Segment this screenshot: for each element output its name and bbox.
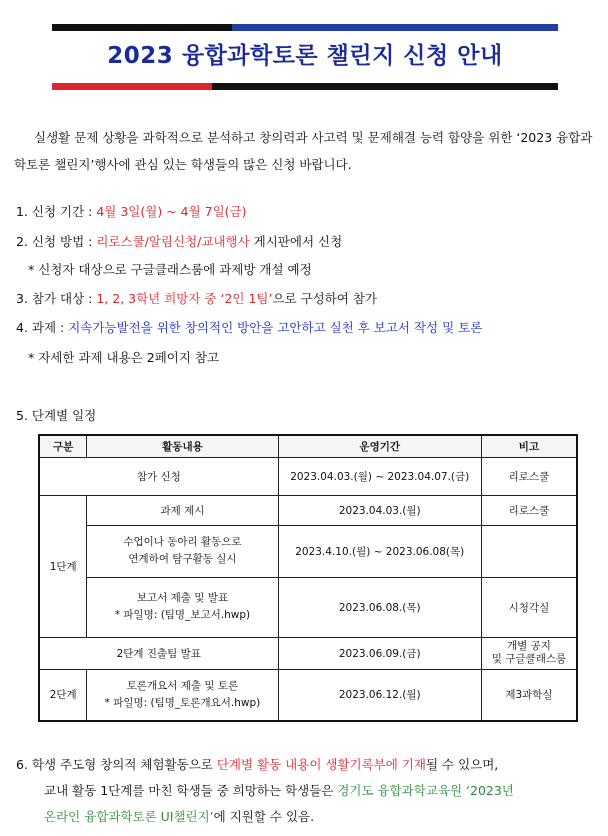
item3-label: 3. 참가 대상 : <box>16 291 97 306</box>
stage2-cell: 2단계 <box>39 669 87 721</box>
header-activity: 활동내용 <box>87 435 278 457</box>
row3-period: 2023.4.10.(월) ~ 2023.06.08(목) <box>278 525 481 577</box>
row4-activity: 보고서 제출 및 발표 * 파일명: (팀명_보고서.hwp) <box>87 577 278 637</box>
row5-period: 2023.06.09.(금) <box>278 637 481 669</box>
item1-value: 4월 3일(월) ~ 4월 7일(금) <box>96 204 247 219</box>
row3-activity: 수업이나 동아리 활동으로 연계하여 탐구활동 실시 <box>87 525 278 577</box>
row4-period: 2023.06.08.(목) <box>278 577 481 637</box>
row1-activity: 참가 신청 <box>39 457 278 495</box>
item5-label: 5. 단계별 일정 <box>16 408 97 423</box>
footer-line2-a: 교내 활동 1단계를 마친 학생들 중 희망하는 학생들은 <box>44 783 338 798</box>
item4-label: 4. 과제 : <box>16 320 69 335</box>
row2-activity: 과제 제시 <box>87 495 278 525</box>
schedule-table <box>38 434 578 722</box>
item4-note: * 자세한 과제 내용은 2페이지 참고 <box>28 350 220 365</box>
footer-line1-a: 6. 학생 주도형 창의적 체험활동으로 <box>16 757 217 772</box>
footer-note <box>16 752 596 830</box>
row4-note: 시청각실 <box>481 577 577 637</box>
row5-activity: 2단계 진출팀 발표 <box>39 637 278 669</box>
table-row <box>39 637 577 669</box>
table-row <box>39 457 577 495</box>
item-application-method <box>16 232 342 250</box>
row3-note <box>481 525 577 577</box>
row2-note: 리로스쿨 <box>481 495 577 525</box>
item4-value: 지속가능발전을 위한 창의적인 방안을 고안하고 실천 후 보고서 작성 및 토론 <box>68 320 483 335</box>
table-row <box>39 525 577 577</box>
item-participants <box>16 289 377 307</box>
item-application-period <box>16 202 246 220</box>
stage1-cell: 1단계 <box>39 495 87 637</box>
table-header-row <box>39 435 577 457</box>
row6-note: 제3과학실 <box>481 669 577 721</box>
footer-line1 <box>16 752 596 778</box>
footer-line2 <box>16 778 596 804</box>
footer-line2-green: 경기도 융합과학교육원 ‘2023년 <box>337 783 514 798</box>
header-category: 구분 <box>39 435 87 457</box>
row6-activity: 토론개요서 제출 및 토론 * 파일명: (팀명_토론개요서.hwp) <box>87 669 278 721</box>
table-row <box>39 495 577 525</box>
row5-note: 개별 공지 및 구글클래스룸 <box>481 637 577 669</box>
header-note: 비고 <box>481 435 577 457</box>
row1-period: 2023.04.03.(월) ~ 2023.04.07.(금) <box>278 457 481 495</box>
item-task <box>16 318 482 336</box>
row6-period: 2023.06.12.(월) <box>278 669 481 721</box>
title-banner <box>52 24 558 90</box>
footer-line3-green: 온라인 융합과학토론 UI챌린지’ <box>44 809 214 824</box>
page-title: 2023 융합과학토론 챌린지 신청 안내 <box>107 43 503 69</box>
banner-top-bar <box>52 24 558 31</box>
item3-value: 1, 2, 3학년 희망자 중 ‘2인 1팀’ <box>96 291 273 306</box>
item3-suffix: 으로 구성하여 참가 <box>272 291 378 306</box>
footer-line3-b: 에 지원할 수 있음. <box>213 809 315 824</box>
row2-period: 2023.04.03.(월) <box>278 495 481 525</box>
footer-line1-red: 단계별 활동 내용이 생활기록부에 기재 <box>216 757 426 772</box>
table-row <box>39 669 577 721</box>
table-row <box>39 577 577 637</box>
item2-suffix: 게시판에서 신청 <box>249 234 343 249</box>
item2-value: 리로스쿨/알림신청/교내행사 <box>96 234 250 249</box>
intro-paragraph <box>14 124 594 178</box>
footer-line3 <box>16 804 596 830</box>
item2-note: * 신청자 대상으로 구글클래스룸에 과제방 개설 예정 <box>28 262 312 277</box>
footer-line1-b: 될 수 있으며, <box>425 757 499 772</box>
intro-text: 실생활 문제 상황을 과학적으로 분석하고 창의력과 사고력 및 문제해결 능력 함양을 위한 ‘2023 융합과학토론 챌린지’행사에 관심 있는 학생들의 많은 신청 바랍니다. <box>14 130 593 172</box>
row1-note: 리로스쿨 <box>481 457 577 495</box>
header-period: 운영기간 <box>278 435 481 457</box>
item1-label: 1. 신청 기간 : <box>16 204 97 219</box>
banner-bottom-bar <box>52 83 558 90</box>
item2-label: 2. 신청 방법 : <box>16 234 97 249</box>
